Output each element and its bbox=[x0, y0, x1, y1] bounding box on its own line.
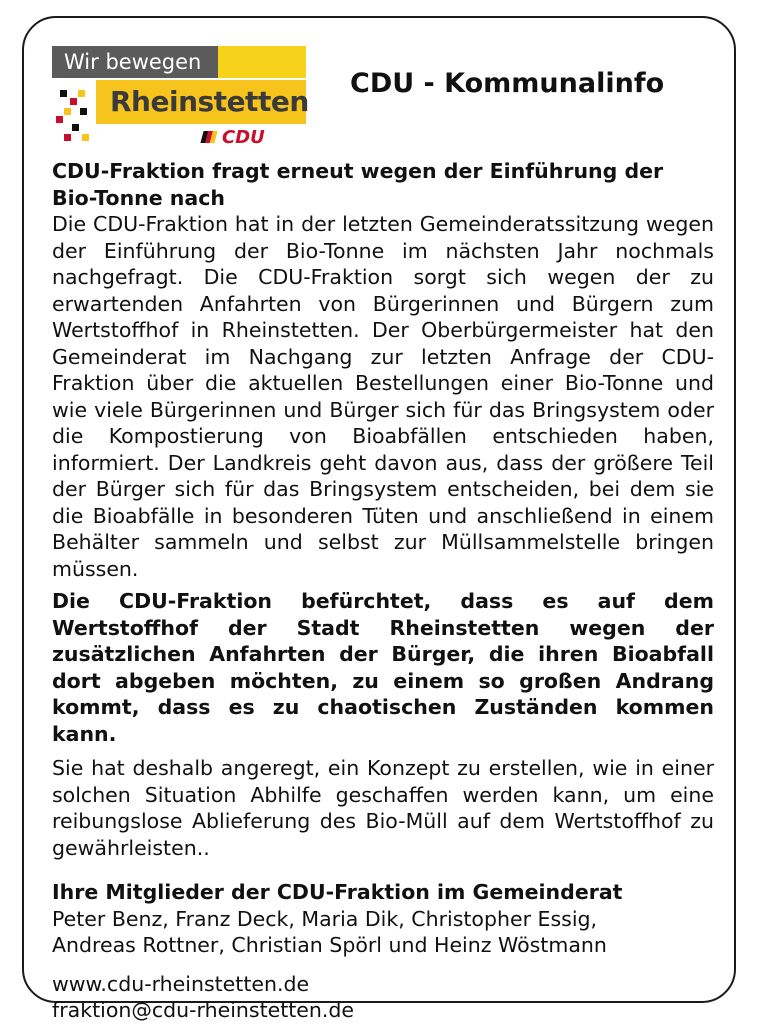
logo-yellow-band bbox=[218, 46, 306, 78]
rheinstetten-logo bbox=[52, 46, 309, 150]
article-emphasis: Die CDU-Fraktion befürchtet, dass es auf dem Wertstoffhof der Stadt Rheinstetten wegen der zusätzlichen Anfahrten der Bürger, die ihren Bioabfall dort abgeben möchten, zu einem so großen Andrang kommt, dass es zu chaotischen Zuständen kommen kann. bbox=[52, 589, 714, 746]
article-content bbox=[52, 158, 714, 1024]
logo-pixel-square bbox=[64, 134, 71, 141]
logo-pixel-square bbox=[78, 90, 85, 97]
logo-town-name: Rheinstetten bbox=[96, 80, 306, 124]
logo-pixel-square bbox=[60, 90, 67, 97]
cdu-flag-icon bbox=[200, 131, 217, 143]
members-heading: Ihre Mitglieder der CDU-Fraktion im Gemeinderat bbox=[52, 880, 623, 904]
page-title: CDU - Kommunalinfo bbox=[350, 68, 665, 99]
logo-pixel-square bbox=[64, 108, 71, 115]
cdu-party-label: CDU bbox=[222, 127, 265, 148]
article-headline: CDU-Fraktion fragt erneut wegen der Einführung der Bio-Tonne nach bbox=[52, 159, 664, 210]
email-link[interactable]: fraktion@cdu-rheinstetten.de bbox=[52, 998, 355, 1022]
logo-tagline: Wir bewegen bbox=[52, 46, 218, 78]
website-link[interactable]: www.cdu-rheinstetten.de bbox=[52, 971, 310, 996]
members-line-1: Peter Benz, Franz Deck, Maria Dik, Christopher Essig, bbox=[52, 906, 598, 931]
article-conclusion: Sie hat deshalb angeregt, ein Konzept zu erstellen, wie in einer solchen Situation Abhilfe geschaffen werden kann, um eine reibungslose Ablieferung des Bio-Müll auf dem Wertstoffhof zu gewährleisten.. bbox=[52, 756, 714, 860]
members-line-2: Andreas Rottner, Christian Spörl und Heinz Wöstmann bbox=[52, 933, 607, 957]
logo-pixel-square bbox=[70, 98, 77, 105]
logo-pixel-square bbox=[82, 134, 89, 141]
logo-pixel-square bbox=[56, 116, 63, 123]
article-body: Die CDU-Fraktion hat in der letzten Gemeinderatssitzung wegen der Einführung der Bio-Tonne im nächsten Jahr nochmals nachgefragt. Die CDU-Fraktion sorgt sich wegen der zu erwartenden Anfahrten von Bürgerinnen und Bürgern zum Wertstoffhof in Rheinstetten. Der Oberbürgermeister hat den Gemeinderat im Nachgang zur letzten Anfrage der CDU-Fraktion über die aktuellen Bestellungen einer Bio-Tonne und wie viele Bürgerinnen und Bürger sich für das Bringsystem oder die Kompostierung von Bioabfällen entschieden haben, informiert. Der Landkreis geht davon aus, dass der größere Teil der Bürger sich für das Bringsystem entscheiden, bei dem sie die Bioabfälle in besonderen Tüten und anschließend in einem Behälter sammeln und selbst zur Müllsammelstelle bringen müssen. bbox=[52, 212, 714, 581]
logo-pixel-square bbox=[80, 108, 87, 115]
cdu-party-mark bbox=[202, 128, 265, 148]
logo-pixel-square bbox=[72, 124, 79, 131]
